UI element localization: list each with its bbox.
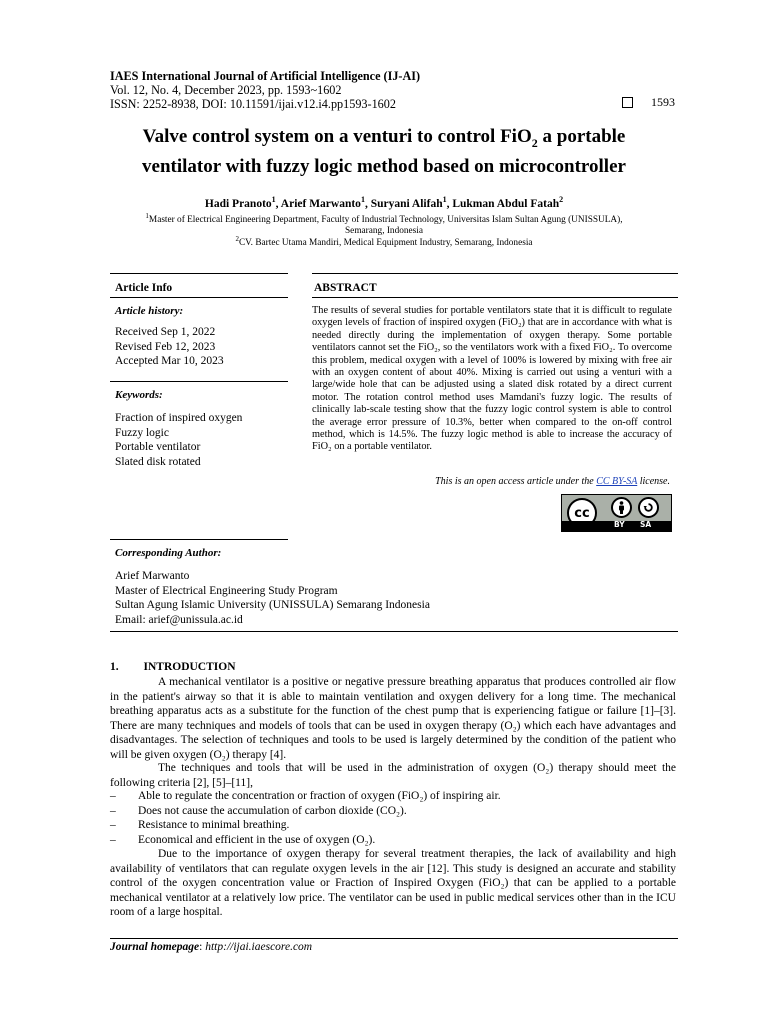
author: Suryani Alifah$^1$,	[370, 195, 453, 210]
journal-name: IAES International Journal of Artificial Intelligence (IJ-AI)	[110, 69, 421, 83]
list-item-text: Economical and efficient in the use of oxygen (O₂).	[138, 833, 376, 846]
keywords-label: Keywords:	[115, 389, 163, 401]
dash-icon: –	[110, 819, 116, 831]
section-title: INTRODUCTION	[143, 661, 236, 673]
author-sup: 1	[442, 195, 447, 204]
author: Hadi Pranoto$^1$,	[204, 195, 281, 210]
affil-sup: 2	[235, 235, 239, 243]
divider	[110, 539, 288, 540]
divider	[110, 938, 678, 939]
author-list	[100, 195, 668, 210]
title-line-2: ventilator with fuzzy logic method based on microcontroller	[142, 155, 626, 177]
article-info-heading: Article Info	[115, 282, 173, 294]
accepted-date: Accepted Mar 10, 2023	[115, 355, 224, 367]
corresponding-label: Corresponding Author:	[115, 547, 222, 559]
badge-by-label: BY	[614, 520, 625, 529]
section-heading	[110, 661, 236, 673]
cc-icon: cc	[567, 498, 597, 528]
oa-prefix: This is an open access article under the	[435, 476, 597, 487]
list-item-text: Able to regulate the concentration or fraction of oxygen (FiO₂) of inspiring air.	[138, 790, 501, 802]
journal-header	[110, 69, 420, 111]
list-item	[110, 818, 676, 833]
footer-sep: :	[199, 941, 206, 953]
open-access-notice	[312, 476, 670, 487]
corresponding-institution: Sultan Agung Islamic University (UNISSULA) Semarang Indonesia	[115, 599, 430, 611]
oa-suffix: license.	[637, 476, 670, 487]
affil-text: Semarang, Indonesia	[345, 226, 423, 237]
paper-title	[100, 125, 668, 178]
journal-footer	[110, 941, 312, 953]
keyword-list	[115, 411, 242, 469]
divider	[110, 381, 288, 382]
title-part: Valve control system on a venturi to control FiO	[142, 126, 532, 147]
author-sup: 1	[360, 195, 365, 204]
title-part: a portable	[537, 126, 626, 147]
criteria-list	[110, 789, 676, 847]
author-name: Hadi Pranoto	[204, 197, 272, 210]
author-sup: 1	[271, 195, 276, 204]
cc-by-sa-badge[interactable]	[561, 494, 672, 532]
list-item	[110, 789, 676, 804]
cc-by-sa-link[interactable]: CC BY-SA	[596, 476, 638, 487]
divider	[110, 297, 288, 298]
page-number: 1593	[651, 95, 675, 109]
keyword: Portable ventilator	[115, 441, 201, 453]
abstract-text: The results of several studies for portable ventilators state that it is difficult to regulate oxygen levels of fraction of inspired oxygen (FiO₂) that are in accordance with what is needed directly during the implementation of oxygen therapy. Some portable ventilators cannot set the FiO₂, so the ventilators work with a fixed FiO₂. To overcome this problem, medical oxygen with a level of 100% is lowered by mixing with free air with an oxygen content of about 40%. Mixing is carried out using a venturi with a large/wide hole that can be adjusted using a slated disk rotated by a direct current motor. The rotation control method uses Mamdani's fuzzy logic. The results of clinically lab-scale testing show that the fuzzy logic control system is able to control the average error pressure of 10.3%, better when compared to the on-off control method, which is 14.5%. The fuzzy logic method is able to increase the accuracy of FiO₂ on a portable ventilator.	[312, 305, 672, 453]
intro-paragraph-2: The techniques and tools that will be used in the administration of oxygen (O₂) therapy should meet the following criteria [2], [5]–[11],	[110, 762, 676, 789]
corresponding-author-block	[115, 569, 430, 627]
history-dates	[115, 325, 224, 369]
keyword: Slated disk rotated	[115, 455, 201, 468]
intro-paragraph-1: A mechanical ventilator is a positive or negative pressure breathing apparatus that produces controlled air flow in the patient's airway so that it is able to maintain ventilation and oxygen delivery for a long time. The mechanical breathing apparatus acts as a substitute for the function of the chest pump that is experiencing fatigue or failure [1]–[3]. There are many techniques and models of tools that can be used in oxygen therapy (O₂) which each have advantages and disadvantages. The selection of techniques and tools to be used is largely determined by the condition of the patient who will be given oxygen (O₂) therapy [4].	[110, 676, 676, 761]
dash-icon: –	[110, 833, 116, 846]
divider	[110, 631, 678, 632]
divider	[312, 273, 678, 274]
list-item	[110, 833, 676, 848]
author-name: Suryani Alifah	[370, 197, 443, 210]
badge-sa-label: SA	[640, 520, 652, 529]
abstract-heading: ABSTRACT	[314, 282, 377, 294]
volume-line: Vol. 12, No. 4, December 2023, pp. 1593~1602	[110, 83, 342, 97]
attribution-icon	[611, 497, 632, 518]
dash-icon: –	[110, 790, 116, 802]
badge-label-strip	[562, 521, 671, 531]
title-subscript: 2	[531, 135, 538, 150]
author: Arief Marwanto$^1$,	[280, 195, 371, 210]
author-name: Arief Marwanto	[280, 197, 361, 210]
list-item	[110, 804, 676, 819]
issn-line: ISSN: 2252-8938, DOI: 10.11591/ijai.v12.i4.pp1593-1602	[110, 97, 396, 111]
footer-label: Journal homepage	[110, 941, 200, 953]
author-name: Lukman Abdul Fatah	[452, 197, 560, 210]
corresponding-email: Email: arief@unissula.ac.id	[115, 613, 243, 626]
author-sup: 2	[559, 195, 564, 204]
title-line-1	[100, 125, 668, 155]
affil-text: Master of Electrical Engineering Department, Faculty of Industrial Technology, Universitas Islam Sultan Agung (UNISSULA),	[148, 215, 623, 226]
square-icon	[622, 97, 633, 108]
list-item-text: Does not cause the accumulation of carbon dioxide (CO₂).	[138, 804, 407, 817]
section-number: 1.	[110, 661, 119, 673]
intro-paragraph-3: Due to the importance of oxygen therapy for several treatment therapies, the lack of availability and high availability of ventilators that can regulate oxygen levels in the air [12]. This study is designed an accurate and stability control of the oxygen concentration value or Fraction of Inspired Oxygen (FiO₂) that can be applied to a portable mechanical ventilator at a relatively low price. The ventilator can be used in public medical services other than in the ICU room of a large hospital.	[110, 848, 676, 918]
received-date: Received Sep 1, 2022	[115, 326, 216, 338]
divider	[312, 297, 678, 298]
share-alike-icon	[638, 497, 659, 518]
author	[452, 195, 564, 210]
divider	[110, 273, 288, 274]
corresponding-name: Arief Marwanto	[115, 570, 190, 582]
history-label: Article history:	[115, 305, 184, 317]
dash-icon: –	[110, 804, 116, 817]
affil-text: CV. Bartec Utama Mandiri, Medical Equipment Industry, Semarang, Indonesia	[238, 238, 533, 249]
keyword: Fuzzy logic	[115, 426, 169, 439]
corresponding-program: Master of Electrical Engineering Study Program	[115, 584, 338, 597]
affil-sup: 1	[145, 212, 149, 220]
keyword: Fraction of inspired oxygen	[115, 412, 243, 424]
journal-homepage-link[interactable]: http://ijai.iaescore.com	[205, 941, 313, 953]
list-item-text: Resistance to minimal breathing.	[138, 819, 290, 831]
affiliation-2	[110, 234, 658, 249]
revised-date: Revised Feb 12, 2023	[115, 340, 216, 353]
